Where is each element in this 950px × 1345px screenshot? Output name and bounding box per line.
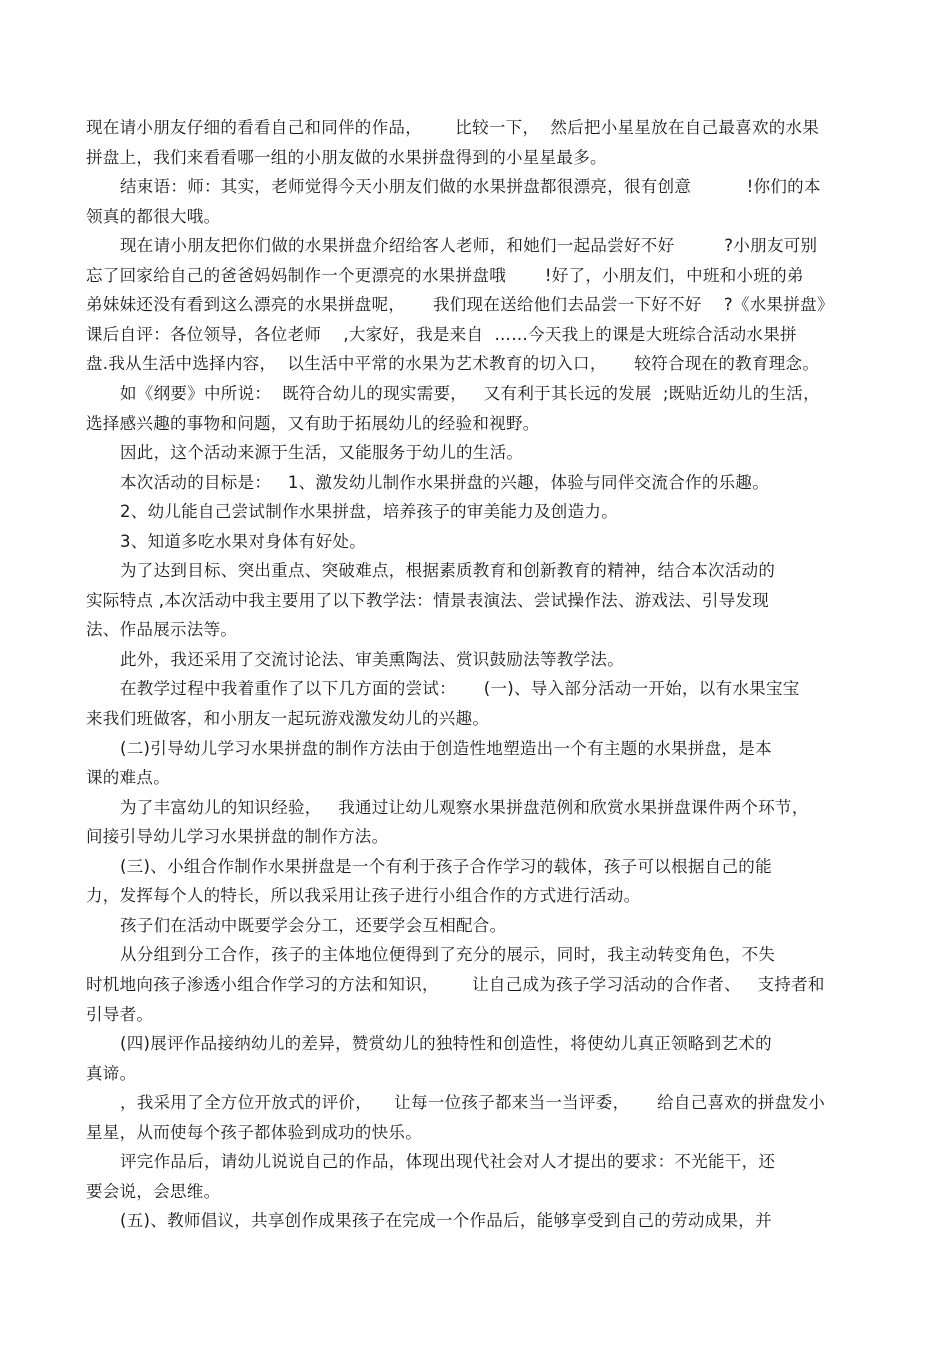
text-line: 本次活动的目标是： 1、激发幼儿制作水果拼盘的兴趣，体验与同伴交流合作的乐趣。 (120, 473, 770, 492)
text-line: 如《纲要》中所说： 既符合幼儿的现实需要， 又有利于其长远的发展 ;既贴近幼儿的生活， (120, 384, 820, 403)
text-line: 为了丰富幼儿的知识经验， 我通过让幼儿观察水果拼盘范例和欣赏水果拼盘课件两个环节， (120, 798, 809, 817)
text-line: 现在请小朋友把你们做的水果拼盘介绍给客人老师，和她们一起品尝好不好 ?小朋友可别 (120, 236, 818, 255)
text-line: 间接引导幼儿学习水果拼盘的制作方法。 (86, 827, 389, 846)
text-line: 为了达到目标、突出重点、突破难点，根据素质教育和创新教育的精神，结合本次活动的 (120, 561, 776, 580)
text-line: 弟妹妹还没有看到这么漂亮的水果拼盘呢， 我们现在送给他们去品尝一下好不好 ?《水果拼盘》 (86, 295, 834, 314)
text-line: 选择感兴趣的事物和问题，又有助于拓展幼儿的经验和视野。 (86, 414, 540, 433)
text-line: (五)、教师倡议，共享创作成果孩子在完成一个作品后，能够享受到自己的劳动成果，并 (120, 1211, 772, 1230)
text-line: 因此，这个活动来源于生活，又能服务于幼儿的生活。 (120, 443, 524, 462)
text-line: 从分组到分工合作，孩子的主体地位便得到了充分的展示，同时，我主动转变角色，不失 (120, 945, 776, 964)
text-line: 领真的都很大哦。 (86, 207, 221, 226)
text-line: 课后自评：各位领导，各位老师 ,大家好，我是来自 ……今天我上的课是大班综合活动水果拼 (86, 325, 797, 344)
text-line: 法、作品展示法等。 (86, 620, 238, 639)
text-line: 在教学过程中我着重作了以下几方面的尝试： (一)、导入部分活动一开始，以有水果宝宝 (120, 679, 800, 698)
text-line: 时机地向孩子渗透小组合作学习的方法和知识， 让自己成为孩子学习活动的合作者、 支持者和 (86, 975, 825, 994)
text-line: 评完作品后，请幼儿说说自己的作品，体现出现代社会对人才提出的要求：不光能干，还 (120, 1152, 776, 1171)
text-line: 3、知道多吃水果对身体有好处。 (120, 532, 366, 551)
text-line: 2、幼儿能自己尝试制作水果拼盘，培养孩子的审美能力及创造力。 (120, 502, 618, 521)
text-line: (四)展评作品接纳幼儿的差异，赞赏幼儿的独特性和创造性，将使幼儿真正领略到艺术的 (120, 1034, 772, 1053)
text-line: (三)、小组合作制作水果拼盘是一个有利于孩子合作学习的载体，孩子可以根据自己的能 (120, 857, 772, 876)
text-line: 实际特点 ,本次活动中我主要用了以下教学法：情景表演法、尝试操作法、游戏法、引导发现 (86, 591, 770, 610)
text-line: 结束语：师：其实，老师觉得今天小朋友们做的水果拼盘都很漂亮，很有创意 !你们的本 (120, 177, 821, 196)
text-line: 真谛。 (86, 1064, 137, 1083)
text-line: 星星，从而使每个孩子都体验到成功的快乐。 (86, 1123, 422, 1142)
text-line: 来我们班做客，和小朋友一起玩游戏激发幼儿的兴趣。 (86, 709, 490, 728)
text-line: (二)引导幼儿学习水果拼盘的制作方法由于创造性地塑造出一个有主题的水果拼盘，是本 (120, 739, 772, 758)
text-line: 课的难点。 (86, 768, 170, 787)
text-line: 孩子们在活动中既要学会分工，还要学会互相配合。 (120, 916, 507, 935)
text-line: 此外，我还采用了交流讨论法、审美熏陶法、赏识鼓励法等教学法。 (120, 650, 624, 669)
text-line: 力，发挥每个人的特长，所以我采用让孩子进行小组合作的方式进行活动。 (86, 886, 641, 905)
text-line: ，我采用了全方位开放式的评价， 让每一位孩子都来当一当评委， 给自己喜欢的拼盘发小 (120, 1093, 826, 1112)
text-line: 引导者。 (86, 1005, 154, 1024)
text-line: 要会说，会思维。 (86, 1182, 221, 1201)
text-line: 拼盘上，我们来看看哪一组的小朋友做的水果拼盘得到的小星星最多。 (86, 148, 607, 167)
text-line: 忘了回家给自己的爸爸妈妈制作一个更漂亮的水果拼盘哦 !好了，小朋友们，中班和小班的弟 (86, 266, 804, 285)
text-line: 盘.我从生活中选择内容， 以生活中平常的水果为艺术教育的切入口， 较符合现在的教育理念。 (86, 354, 820, 373)
text-line: 现在请小朋友仔细的看看自己和同伴的作品， 比较一下， 然后把小星星放在自己最喜欢的水果 (86, 118, 820, 137)
